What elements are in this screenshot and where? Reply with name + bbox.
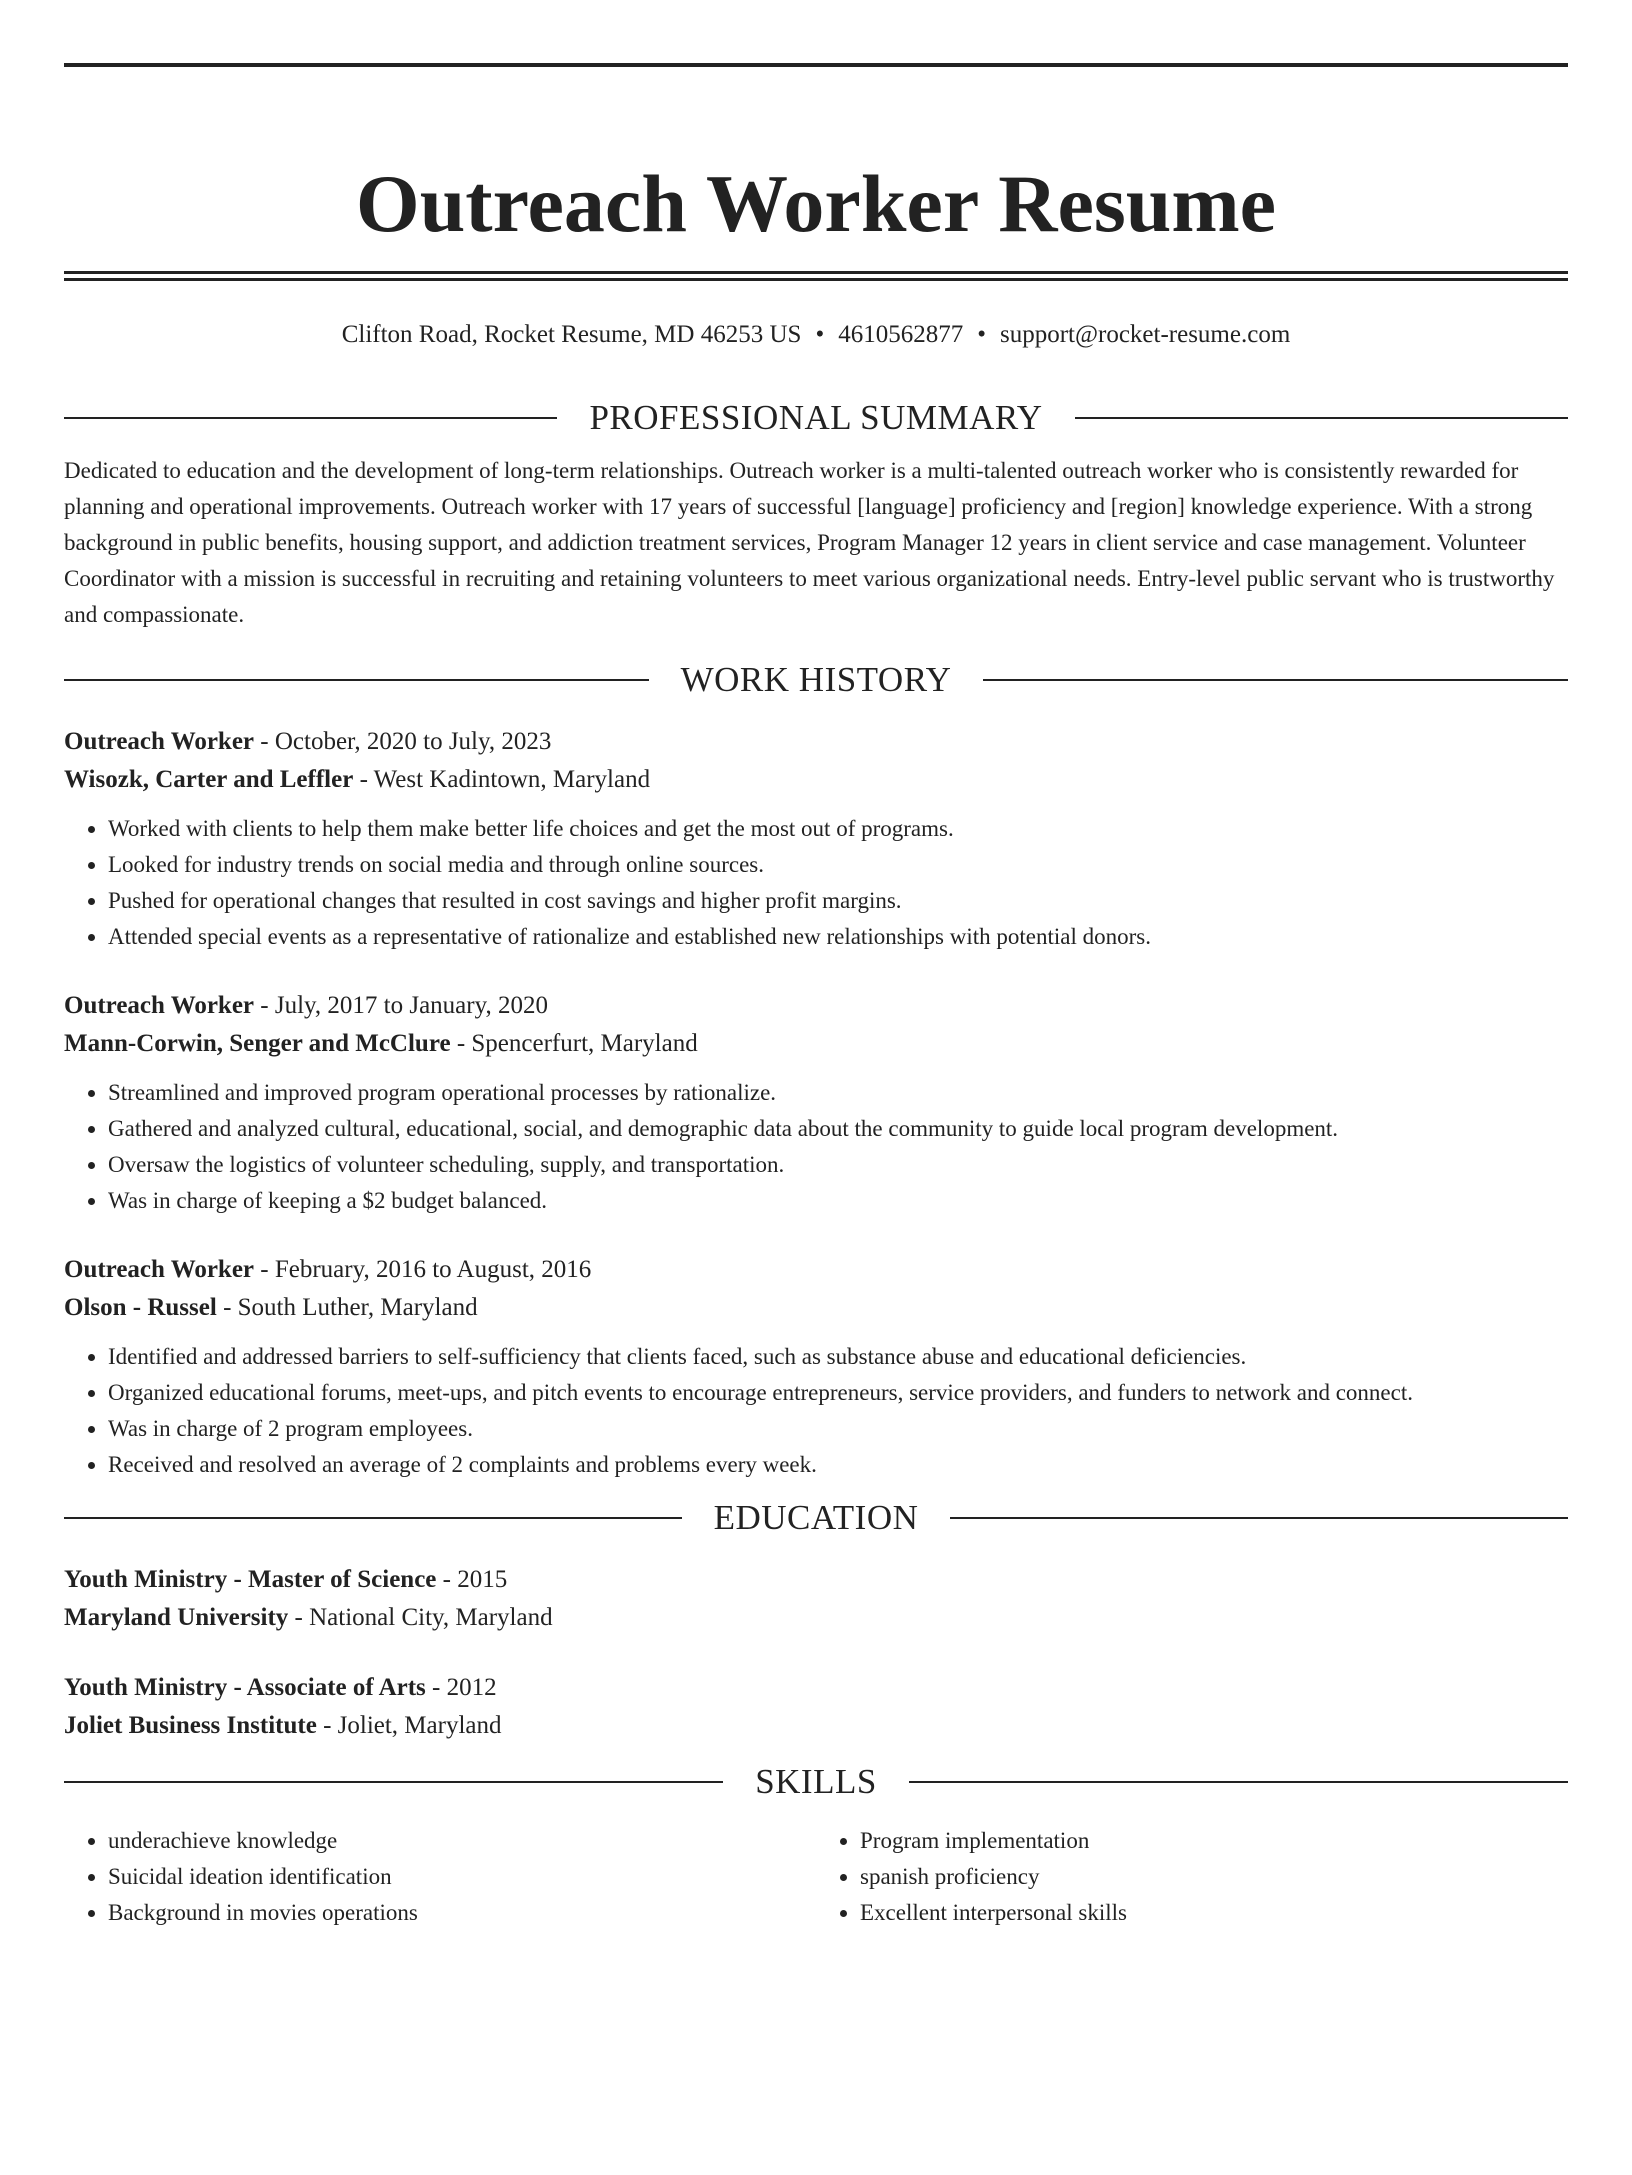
job-bullet: • Oversaw the logistics of volunteer scheduling, supply, and transportation. xyxy=(108,1147,1568,1183)
job-bullet: • Identified and addressed barriers to self-sufficiency that clients faced, such as substance abuse and educational deficiencies. xyxy=(108,1339,1568,1375)
contact-email: support@rocket-resume.com xyxy=(999,321,1291,348)
education-heading: EDUCATION xyxy=(713,1498,919,1537)
job-title: Outreach Worker xyxy=(64,992,255,1019)
education-entry xyxy=(64,1669,1568,1745)
heading-rule xyxy=(909,1781,1568,1783)
education-degree: Youth Ministry - Associate of Arts xyxy=(64,1674,426,1701)
contact-separator: • xyxy=(977,321,986,348)
job-company: Wisozk, Carter and Leffler xyxy=(64,766,354,793)
job-bullet: • Was in charge of 2 program employees. xyxy=(108,1411,1568,1447)
skill-item: • Background in movies operations xyxy=(108,1895,816,1931)
skills-column-left xyxy=(64,1823,816,1931)
job-company-line xyxy=(64,1289,1568,1327)
education-section-heading xyxy=(64,1489,1568,1547)
title-double-divider xyxy=(64,271,1568,281)
contact-line xyxy=(64,317,1568,353)
job-bullet: • Was in charge of keeping a $2 budget balanced. xyxy=(108,1183,1568,1219)
job-bullet: • Attended special events as a representative of rationalize and established new relationships with potential donors. xyxy=(108,919,1568,955)
heading-rule xyxy=(983,679,1568,681)
education-school: Maryland University xyxy=(64,1604,289,1631)
job-company: Olson - Russel xyxy=(64,1294,217,1321)
job-location: - Spencerfurt, Maryland xyxy=(450,1030,698,1057)
education-school-line xyxy=(64,1599,1568,1637)
skills-section-heading xyxy=(64,1753,1568,1811)
job-bullets xyxy=(64,1339,1568,1483)
skill-item: • Program implementation xyxy=(860,1823,1568,1859)
job-company: Mann-Corwin, Senger and McClure xyxy=(64,1030,451,1057)
job-bullet: • Organized educational forums, meet-ups, and pitch events to encourage entrepreneurs, service providers, and funders to network and connect. xyxy=(108,1375,1568,1411)
heading-rule xyxy=(1075,417,1568,419)
skill-item: • underachieve knowledge xyxy=(108,1823,816,1859)
summary-text: Dedicated to education and the development of long-term relationships. Outreach worker is a multi-talented outreach worker who is consistently rewarded for planning and operational improvements. Outreach worker with 17 years of successful [language] proficiency and [region] knowledge experience. With a strong background in public benefits, housing support, and addiction treatment services, Program Manager 12 years in client service and case management. Volunteer Coordinator with a mission is successful in recruiting and retaining volunteers to meet various organizational needs. Entry-level public servant who is trustworthy and compassionate. xyxy=(64,458,1555,627)
resume-title: Outreach Worker Resume xyxy=(355,158,1277,249)
education-degree: Youth Ministry - Master of Science xyxy=(64,1566,437,1593)
job-title-line xyxy=(64,1251,1568,1289)
job-entry xyxy=(64,723,1568,955)
education-school: Joliet Business Institute xyxy=(64,1712,317,1739)
education-year: - 2015 xyxy=(436,1566,508,1593)
skills-heading: SKILLS xyxy=(755,1762,877,1801)
job-title-line xyxy=(64,987,1568,1025)
job-bullets xyxy=(64,811,1568,955)
education-location: - National City, Maryland xyxy=(288,1604,553,1631)
job-company-line xyxy=(64,1025,1568,1063)
job-bullet: • Streamlined and improved program operational processes by rationalize. xyxy=(108,1075,1568,1111)
job-bullet: • Pushed for operational changes that resulted in cost savings and higher profit margins. xyxy=(108,883,1568,919)
job-bullets xyxy=(64,1075,1568,1219)
job-dates: - February, 2016 to August, 2016 xyxy=(254,1256,592,1283)
education-location: - Joliet, Maryland xyxy=(316,1712,502,1739)
job-dates: - October, 2020 to July, 2023 xyxy=(254,728,552,755)
summary-heading: PROFESSIONAL SUMMARY xyxy=(589,398,1043,437)
resume-content xyxy=(64,389,1568,1931)
work-section-heading xyxy=(64,651,1568,709)
job-entry xyxy=(64,987,1568,1219)
job-title-line xyxy=(64,723,1568,761)
skills-column-right xyxy=(816,1823,1568,1931)
education-year: - 2012 xyxy=(425,1674,497,1701)
job-title: Outreach Worker xyxy=(64,728,255,755)
job-bullet: • Gathered and analyzed cultural, educational, social, and demographic data about the community to guide local program development. xyxy=(108,1111,1568,1147)
education-degree-line xyxy=(64,1561,1568,1599)
summary-section-heading xyxy=(64,389,1568,447)
job-bullet: • Looked for industry trends on social media and through online sources. xyxy=(108,847,1568,883)
education-entry xyxy=(64,1561,1568,1637)
education-degree-line xyxy=(64,1669,1568,1707)
heading-rule xyxy=(64,1781,723,1783)
job-title: Outreach Worker xyxy=(64,1256,255,1283)
skill-item: • spanish proficiency xyxy=(860,1859,1568,1895)
job-entry xyxy=(64,1251,1568,1483)
job-location: - South Luther, Maryland xyxy=(216,1294,478,1321)
job-bullet: • Worked with clients to help them make better life choices and get the most out of programs. xyxy=(108,811,1568,847)
heading-rule xyxy=(64,417,557,419)
job-dates: - July, 2017 to January, 2020 xyxy=(254,992,548,1019)
job-location: - West Kadintown, Maryland xyxy=(353,766,651,793)
resume-page xyxy=(0,63,1632,2175)
job-company-line xyxy=(64,761,1568,799)
contact-address: Clifton Road, Rocket Resume, MD 46253 US xyxy=(341,321,802,348)
heading-rule xyxy=(64,1517,682,1519)
skill-item: • Excellent interpersonal skills xyxy=(860,1895,1568,1931)
skills-list xyxy=(64,1823,1568,1931)
heading-rule xyxy=(950,1517,1568,1519)
work-heading: WORK HISTORY xyxy=(680,660,952,699)
contact-separator: • xyxy=(815,321,825,348)
contact-phone: 4610562877 xyxy=(838,321,964,348)
skill-item: • Suicidal ideation identification xyxy=(108,1859,816,1895)
heading-rule xyxy=(64,679,649,681)
job-bullet: • Received and resolved an average of 2 complaints and problems every week. xyxy=(108,1447,1568,1483)
education-school-line xyxy=(64,1707,1568,1745)
